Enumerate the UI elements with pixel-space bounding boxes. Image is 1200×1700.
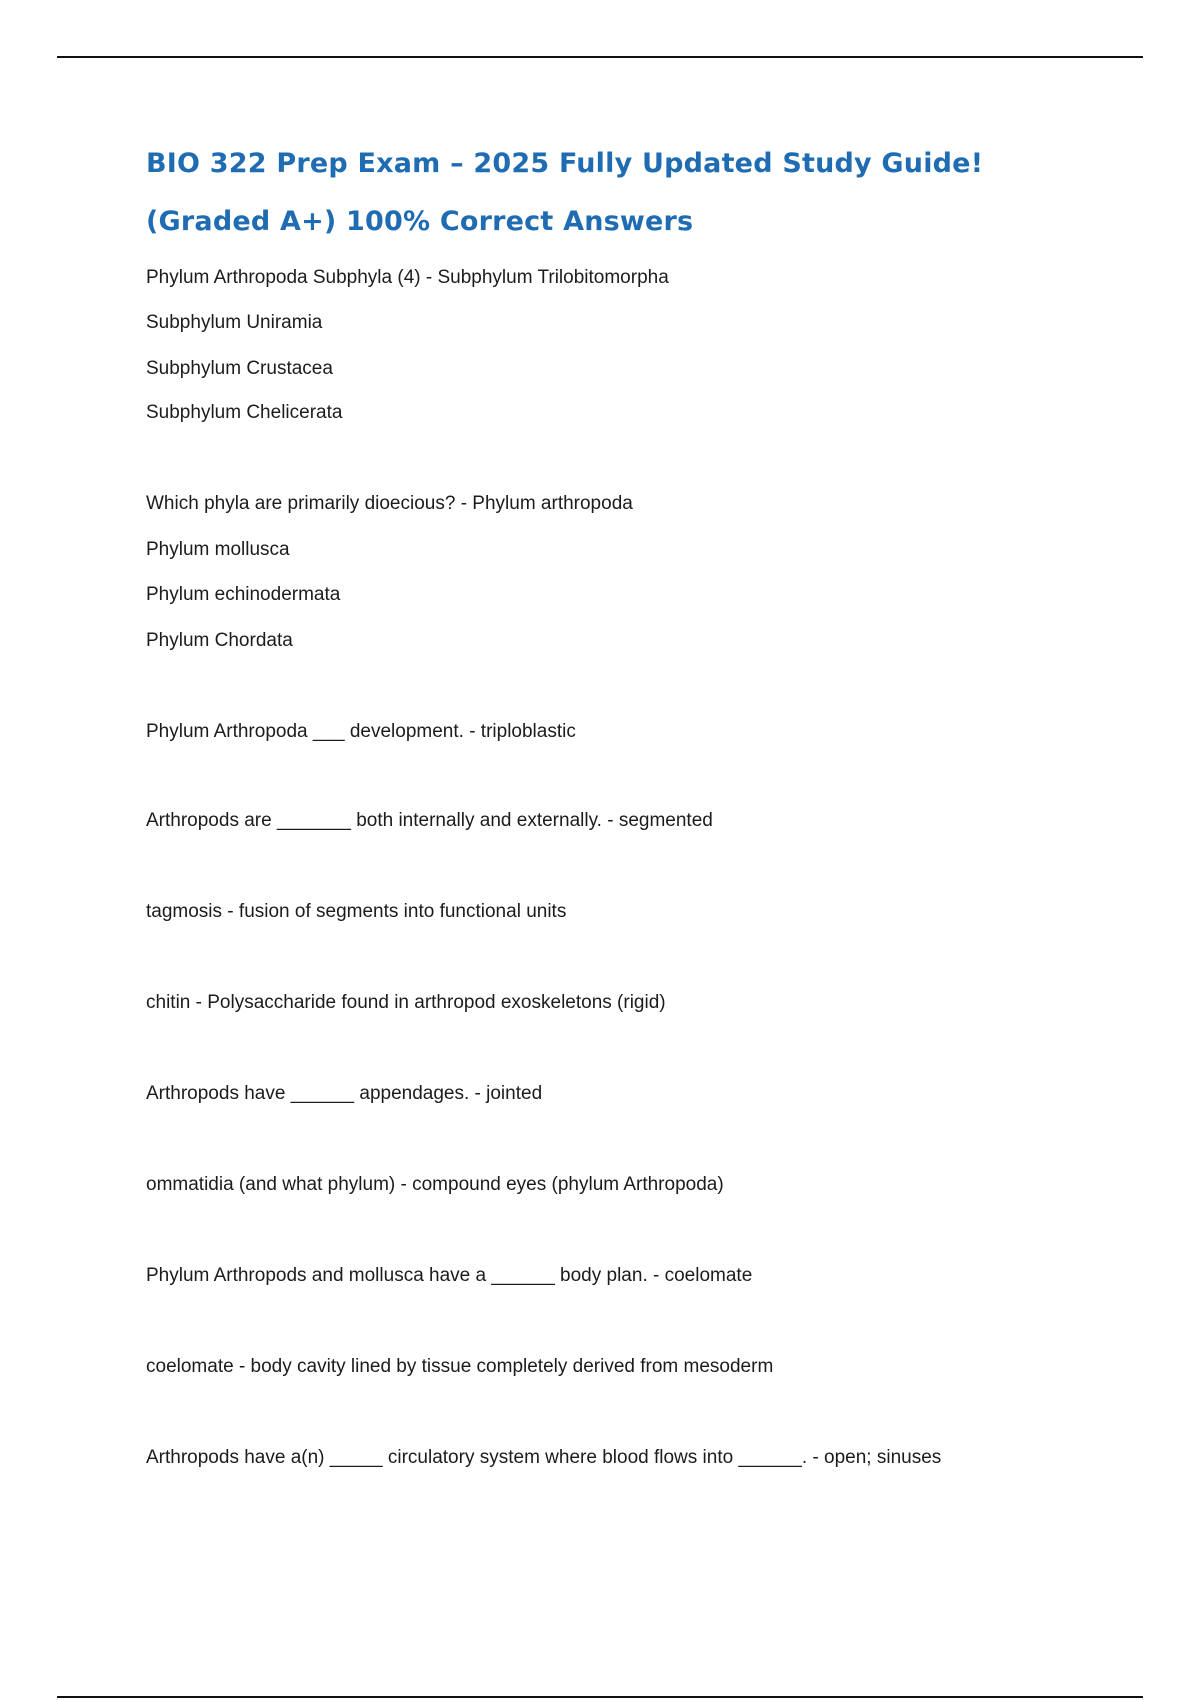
header-rule — [57, 56, 1143, 58]
qa-line: Phylum Arthropoda ___ development. - triploblastic — [146, 721, 576, 742]
qa-line: Arthropods have a(n) _____ circulatory system where blood flows into ______. - open; sinuses — [146, 1447, 942, 1468]
qa-line: ommatidia (and what phylum) - compound eyes (phylum Arthropoda) — [146, 1174, 724, 1195]
qa-line: Arthropods are _______ both internally and externally. - segmented — [146, 810, 713, 831]
qa-line: chitin - Polysaccharide found in arthropod exoskeletons (rigid) — [146, 992, 666, 1013]
qa-line: Which phyla are primarily dioecious? - Phylum arthropoda — [146, 493, 633, 514]
qa-line: Subphylum Uniramia — [146, 312, 323, 333]
qa-line: Subphylum Chelicerata — [146, 402, 343, 423]
qa-line: Phylum mollusca — [146, 539, 290, 560]
qa-line: Phylum Arthropods and mollusca have a ______ body plan. - coelomate — [146, 1265, 753, 1286]
footer-rule — [57, 1696, 1143, 1698]
document-title-line-1: BIO 322 Prep Exam – 2025 Fully Updated Study Guide! — [146, 148, 984, 179]
document-title-line-2: (Graded A+) 100% Correct Answers — [146, 206, 694, 237]
qa-line: Phylum Chordata — [146, 630, 293, 651]
qa-line: tagmosis - fusion of segments into functional units — [146, 901, 567, 922]
qa-line: Arthropods have ______ appendages. - jointed — [146, 1083, 543, 1104]
qa-line: Subphylum Crustacea — [146, 358, 333, 379]
qa-line: Phylum Arthropoda Subphyla (4) - Subphylum Trilobitomorpha — [146, 267, 669, 288]
qa-line: coelomate - body cavity lined by tissue completely derived from mesoderm — [146, 1356, 774, 1377]
qa-line: Phylum echinodermata — [146, 584, 341, 605]
